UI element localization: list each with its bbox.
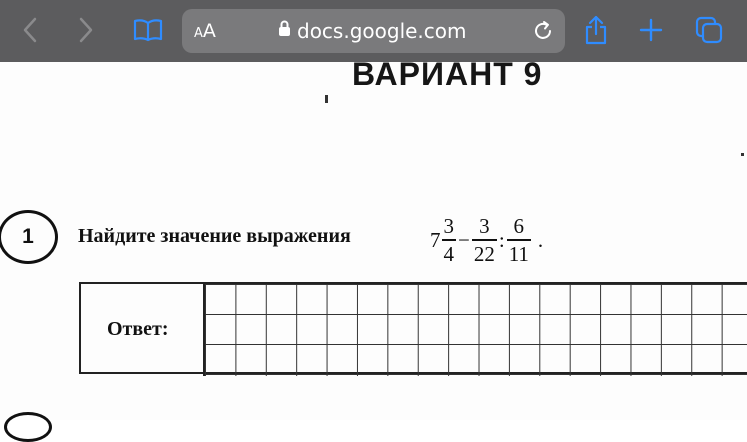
whole-part: 7: [430, 227, 441, 252]
fraction-3: [507, 215, 531, 265]
fraction-bar: [442, 239, 457, 241]
math-expression: [430, 210, 543, 270]
url-display[interactable]: [278, 19, 467, 43]
question-text: Найдите значение выражения: [78, 225, 351, 247]
fraction-1: [442, 215, 457, 265]
fraction-numerator: 6: [513, 214, 525, 238]
scan-speck: [741, 153, 744, 156]
fraction-bar: [507, 239, 531, 241]
next-task-circle: [4, 412, 52, 442]
bookmarks-icon[interactable]: [132, 14, 164, 46]
expression-period: .: [537, 227, 544, 252]
text-size-big-label: A: [202, 20, 216, 42]
answer-label: Ответ:: [107, 318, 169, 340]
fraction-2: [472, 215, 497, 265]
task-number-circle: [0, 210, 58, 264]
back-icon[interactable]: [14, 14, 46, 46]
share-icon[interactable]: [580, 14, 612, 46]
url-text: docs.google.com: [297, 19, 467, 43]
fraction-denominator: 4: [443, 242, 454, 266]
answer-box: [79, 282, 747, 374]
task-number: 1: [22, 225, 34, 248]
address-bar[interactable]: [182, 9, 565, 53]
reload-icon[interactable]: [532, 20, 554, 42]
browser-toolbar: [0, 0, 747, 62]
fraction-denominator: 22: [473, 242, 495, 266]
text-size-button[interactable]: [194, 20, 216, 42]
divide-sign: :: [498, 227, 505, 252]
minus-sign: −: [458, 227, 470, 252]
lock-icon: [278, 20, 291, 42]
document-page: [0, 56, 747, 420]
fraction-numerator: 3: [479, 214, 490, 238]
fraction-denominator: 11: [508, 242, 529, 266]
text-size-small-label: A: [194, 26, 203, 41]
variant-title: ВАРИАНТ 9: [352, 56, 543, 92]
fraction-numerator: 3: [443, 214, 454, 238]
forward-icon[interactable]: [70, 14, 102, 46]
fraction-bar: [472, 239, 497, 241]
scan-speck: [325, 95, 328, 103]
answer-grid[interactable]: [203, 284, 747, 376]
tabs-overview-icon[interactable]: [693, 14, 725, 46]
add-tab-icon[interactable]: [635, 14, 667, 46]
